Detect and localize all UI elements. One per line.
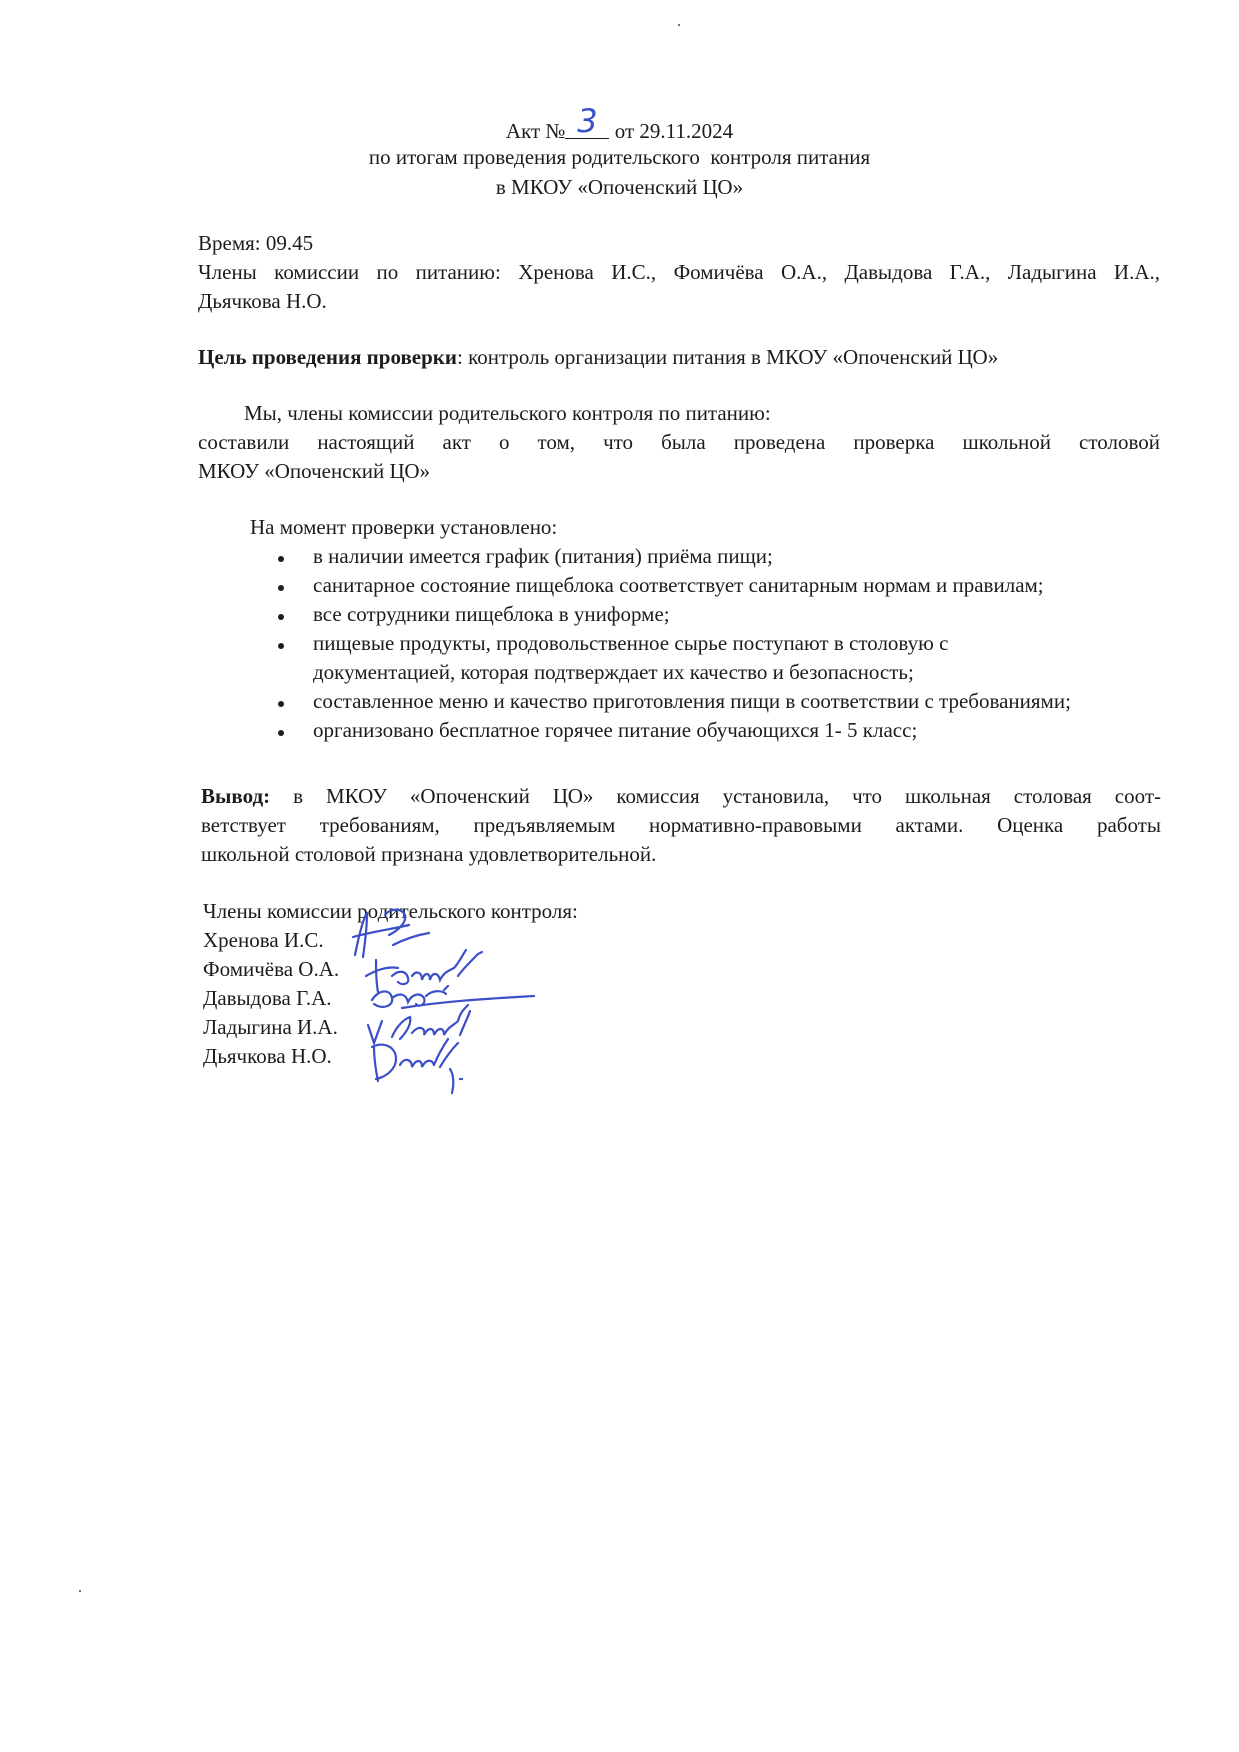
finding-item-continuation: документацией, которая подтверждает их качество и безопасность; [313,660,914,684]
signatory-name: Дьячкова Н.О. [203,1044,332,1068]
intro-line2: составили настоящий акт о том, что была проведена проверка школьной столовой [198,430,1160,454]
signature-dyachkova [368,1035,478,1095]
intro-line1: Мы, члены комиссии родительского контроля по питанию: [244,401,771,425]
scan-speck [79,1590,81,1592]
finding-item: санитарное состояние пищеблока соответствует санитарным нормам и правилам; [313,573,1044,597]
signature-fomicheva [362,946,512,1001]
commission-members-line1: Члены комиссии по питанию: Хренова И.С., Фомичёва О.А., Давыдова Г.А., Ладыгина И.А., [198,260,1160,284]
conclusion-label: Вывод: [201,784,271,808]
bullet-dot [278,614,284,620]
signatory-name: Давыдова Г.А. [203,986,332,1010]
signatures-heading: Члены комиссии родительского контроля: [203,899,578,923]
finding-item: организовано бесплатное горячее питание обучающихся 1- 5 класс; [313,718,918,742]
findings-heading: На момент проверки установлено: [250,515,558,539]
act-subtitle: по итогам проведения родительского контроля питания [368,145,871,169]
bullet-dot [278,643,284,649]
bullet-dot [278,585,284,591]
finding-item: пищевые продукты, продовольственное сырье поступают в столовую с [313,631,949,655]
inspection-time: Время: 09.45 [198,231,314,255]
intro-line3: МКОУ «Опоченский ЦО» [198,459,431,483]
purpose-label: Цель проведения проверки [198,345,457,369]
conclusion-line2: ветствует требованиям, предъявляемым нормативно-правовыми актами. Оценка работы [201,813,1161,837]
signatory-name: Ладыгина И.А. [203,1015,338,1039]
scan-speck [678,24,680,26]
conclusion-line1 [201,781,1161,811]
signatory-name: Хренова И.С. [203,928,324,952]
finding-item: все сотрудники пищеблока в униформе; [313,602,670,626]
bullet-dot [278,701,284,707]
commission-members-line2: Дьячкова Н.О. [198,289,327,313]
signature-davydova [362,978,542,1018]
act-number-field [565,102,609,140]
bullet-dot [278,556,284,562]
finding-item: в наличии имеется график (питания) приёма пищи; [313,544,773,568]
act-date: от 29.11.2024 [614,119,734,143]
conclusion-line3: школьной столовой признана удовлетворительной. [201,842,657,866]
inspection-purpose [198,342,998,372]
bullet-dot [278,730,284,736]
finding-item: составленное меню и качество приготовления пищи в соответствии с требованиями; [313,689,1071,713]
signatory-name: Фомичёва О.А. [203,957,340,981]
school-name: в МКОУ «Опоченский ЦО» [495,175,744,199]
act-prefix: Акт № [505,119,566,143]
act-title [0,102,1239,146]
signature-ladygina [364,1003,474,1053]
conclusion-text-1: в МКОУ «Опоченский ЦО» комиссия установила, что школьная столовая соот- [270,784,1161,808]
purpose-text: : контроль организации питания в МКОУ «Опоченский ЦО» [456,345,999,369]
act-number: 3 [577,102,598,140]
